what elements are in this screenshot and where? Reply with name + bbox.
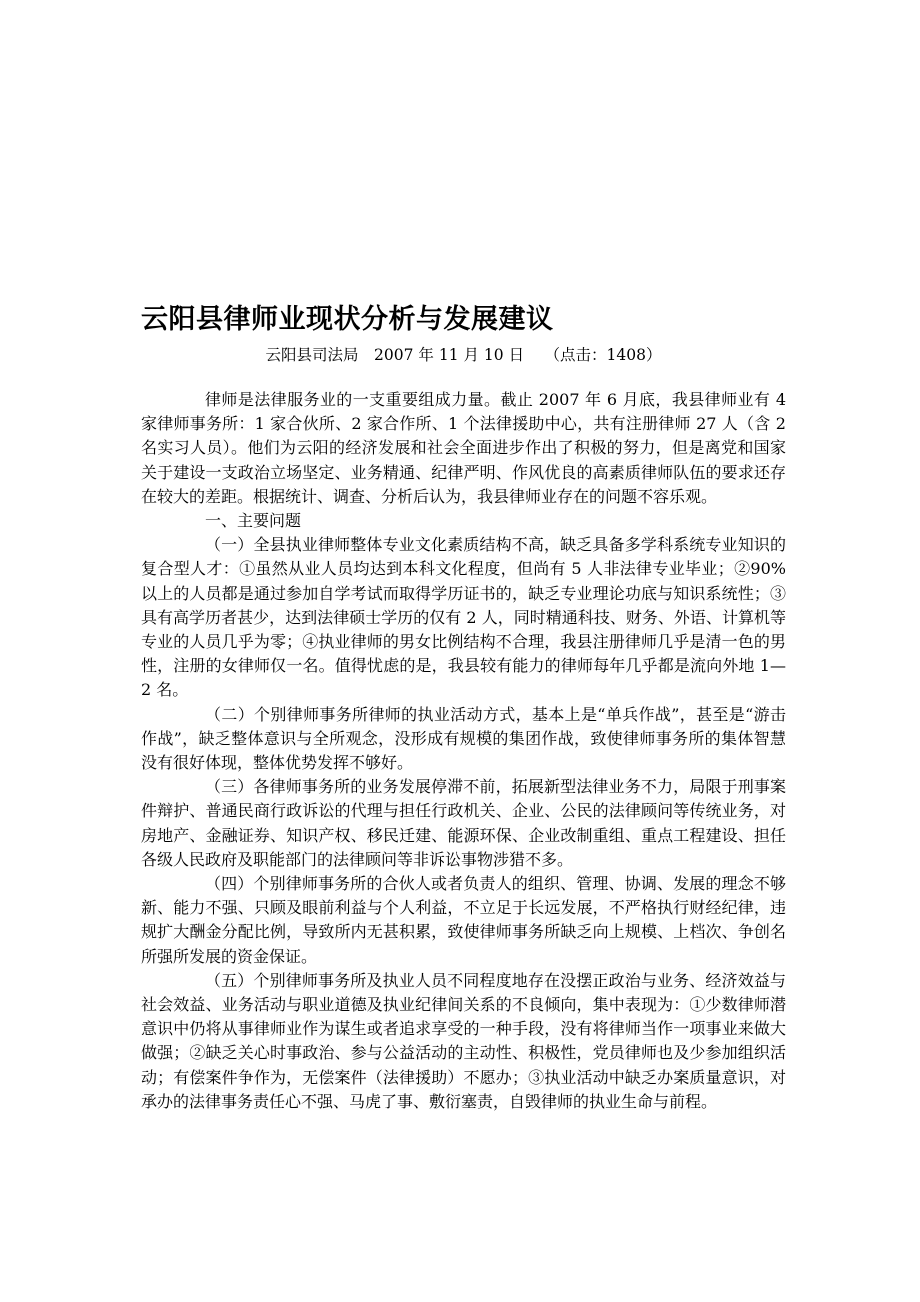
paragraph-problem-2: （二）个别律师事务所律师的执业活动方式，基本上是“单兵作战”，甚至是“游击作战”，缺乏整体意识与全所观念，没形成有规模的集团作战，致使律师事务所的集体智慧没有很好体现，整体优势发挥不够好。 — [141, 704, 786, 773]
paragraph-problem-3: （三）各律师事务所的业务发展停滞不前，拓展新型法律业务不力，局限于刑事案件辩护、普通民商行政诉讼的代理与担任行政机关、企业、公民的法律顾问等传统业务，对房地产、金融证券、知识产权、移民迁建、能源环保、企业改制重组、重点工程建设、担任各级人民政府及职能部门的法律顾问等非诉讼事物涉猎不多。 — [141, 777, 786, 869]
paragraph-intro: 律师是法律服务业的一支重要组成力量。截止 2007 年 6 月底，我县律师业有 4 家律师事务所：1 家合伙所、2 家合作所、1 个法律援助中心，共有注册律师 27 人（含 2 名实习人员）。他们为云阳的经济发展和社会全面进步作出了积极的努力，但是离党和国家关于建设一支政治立场坚定、业务精通、纪律严明、作风优良的高素质律师队伍的要求还存在较大的差距。根据统计、调查、分析后认为，我县律师业存在的问题不容乐观。 — [141, 390, 786, 506]
document-page — [141, 300, 786, 1114]
document-byline: 云阳县司法局 2007 年 11 月 10 日 （点击：1408） — [265, 346, 662, 364]
paragraph-problem-5: （五）个别律师事务所及执业人员不同程度地存在没摆正政治与业务、经济效益与社会效益、业务活动与职业道德及执业纪律间关系的不良倾向，集中表现为：①少数律师潜意识中仍将从事律师业作为谋生或者追求享受的一种手段，没有将律师当作一项事业来做大做强；②缺乏关心时事政治、参与公益活动的主动性、积极性，党员律师也及少参加组织活动；有偿案件争作为，无偿案件（法律援助）不愿办；③执业活动中缺乏办案质量意识，对承办的法律事务责任心不强、马虎了事、敷衍塞责，自毁律师的执业生命与前程。 — [141, 970, 786, 1111]
document-title: 云阳县律师业现状分析与发展建议 — [141, 304, 554, 335]
paragraph-problem-4: （四）个别律师事务所的合伙人或者负责人的组织、管理、协调、发展的理念不够新、能力不强、只顾及眼前利益与个人利益，不立足于长远发展，不严格执行财经纪律，违规扩大酬金分配比例，导致所内无甚积累，致使律师事务所缺乏向上规模、上档次、争创名所强所发展的资金保证。 — [141, 874, 786, 966]
paragraph-problem-1: （一）全县执业律师整体专业文化素质结构不高，缺乏具备多学科系统专业知识的复合型人才：①虽然从业人员均达到本科文化程度，但尚有 5 人非法律专业毕业；②90%以上的人员都是通过参加自学考试而取得学历证书的，缺乏专业理论功底与知识系统性；③具有高学历者甚少，达到法律硕士学历的仅有 2 人，同时精通科技、财务、外语、计算机等专业的人员几乎为零；④执业律师的男女比例结构不合理，我县注册律师几乎是清一色的男性，注册的女律师仅一名。值得忧虑的是，我县较有能力的律师每年几乎都是流向外地 1—2 名。 — [141, 535, 786, 700]
section-heading-main-problems: 一、主要问题 — [205, 511, 302, 531]
